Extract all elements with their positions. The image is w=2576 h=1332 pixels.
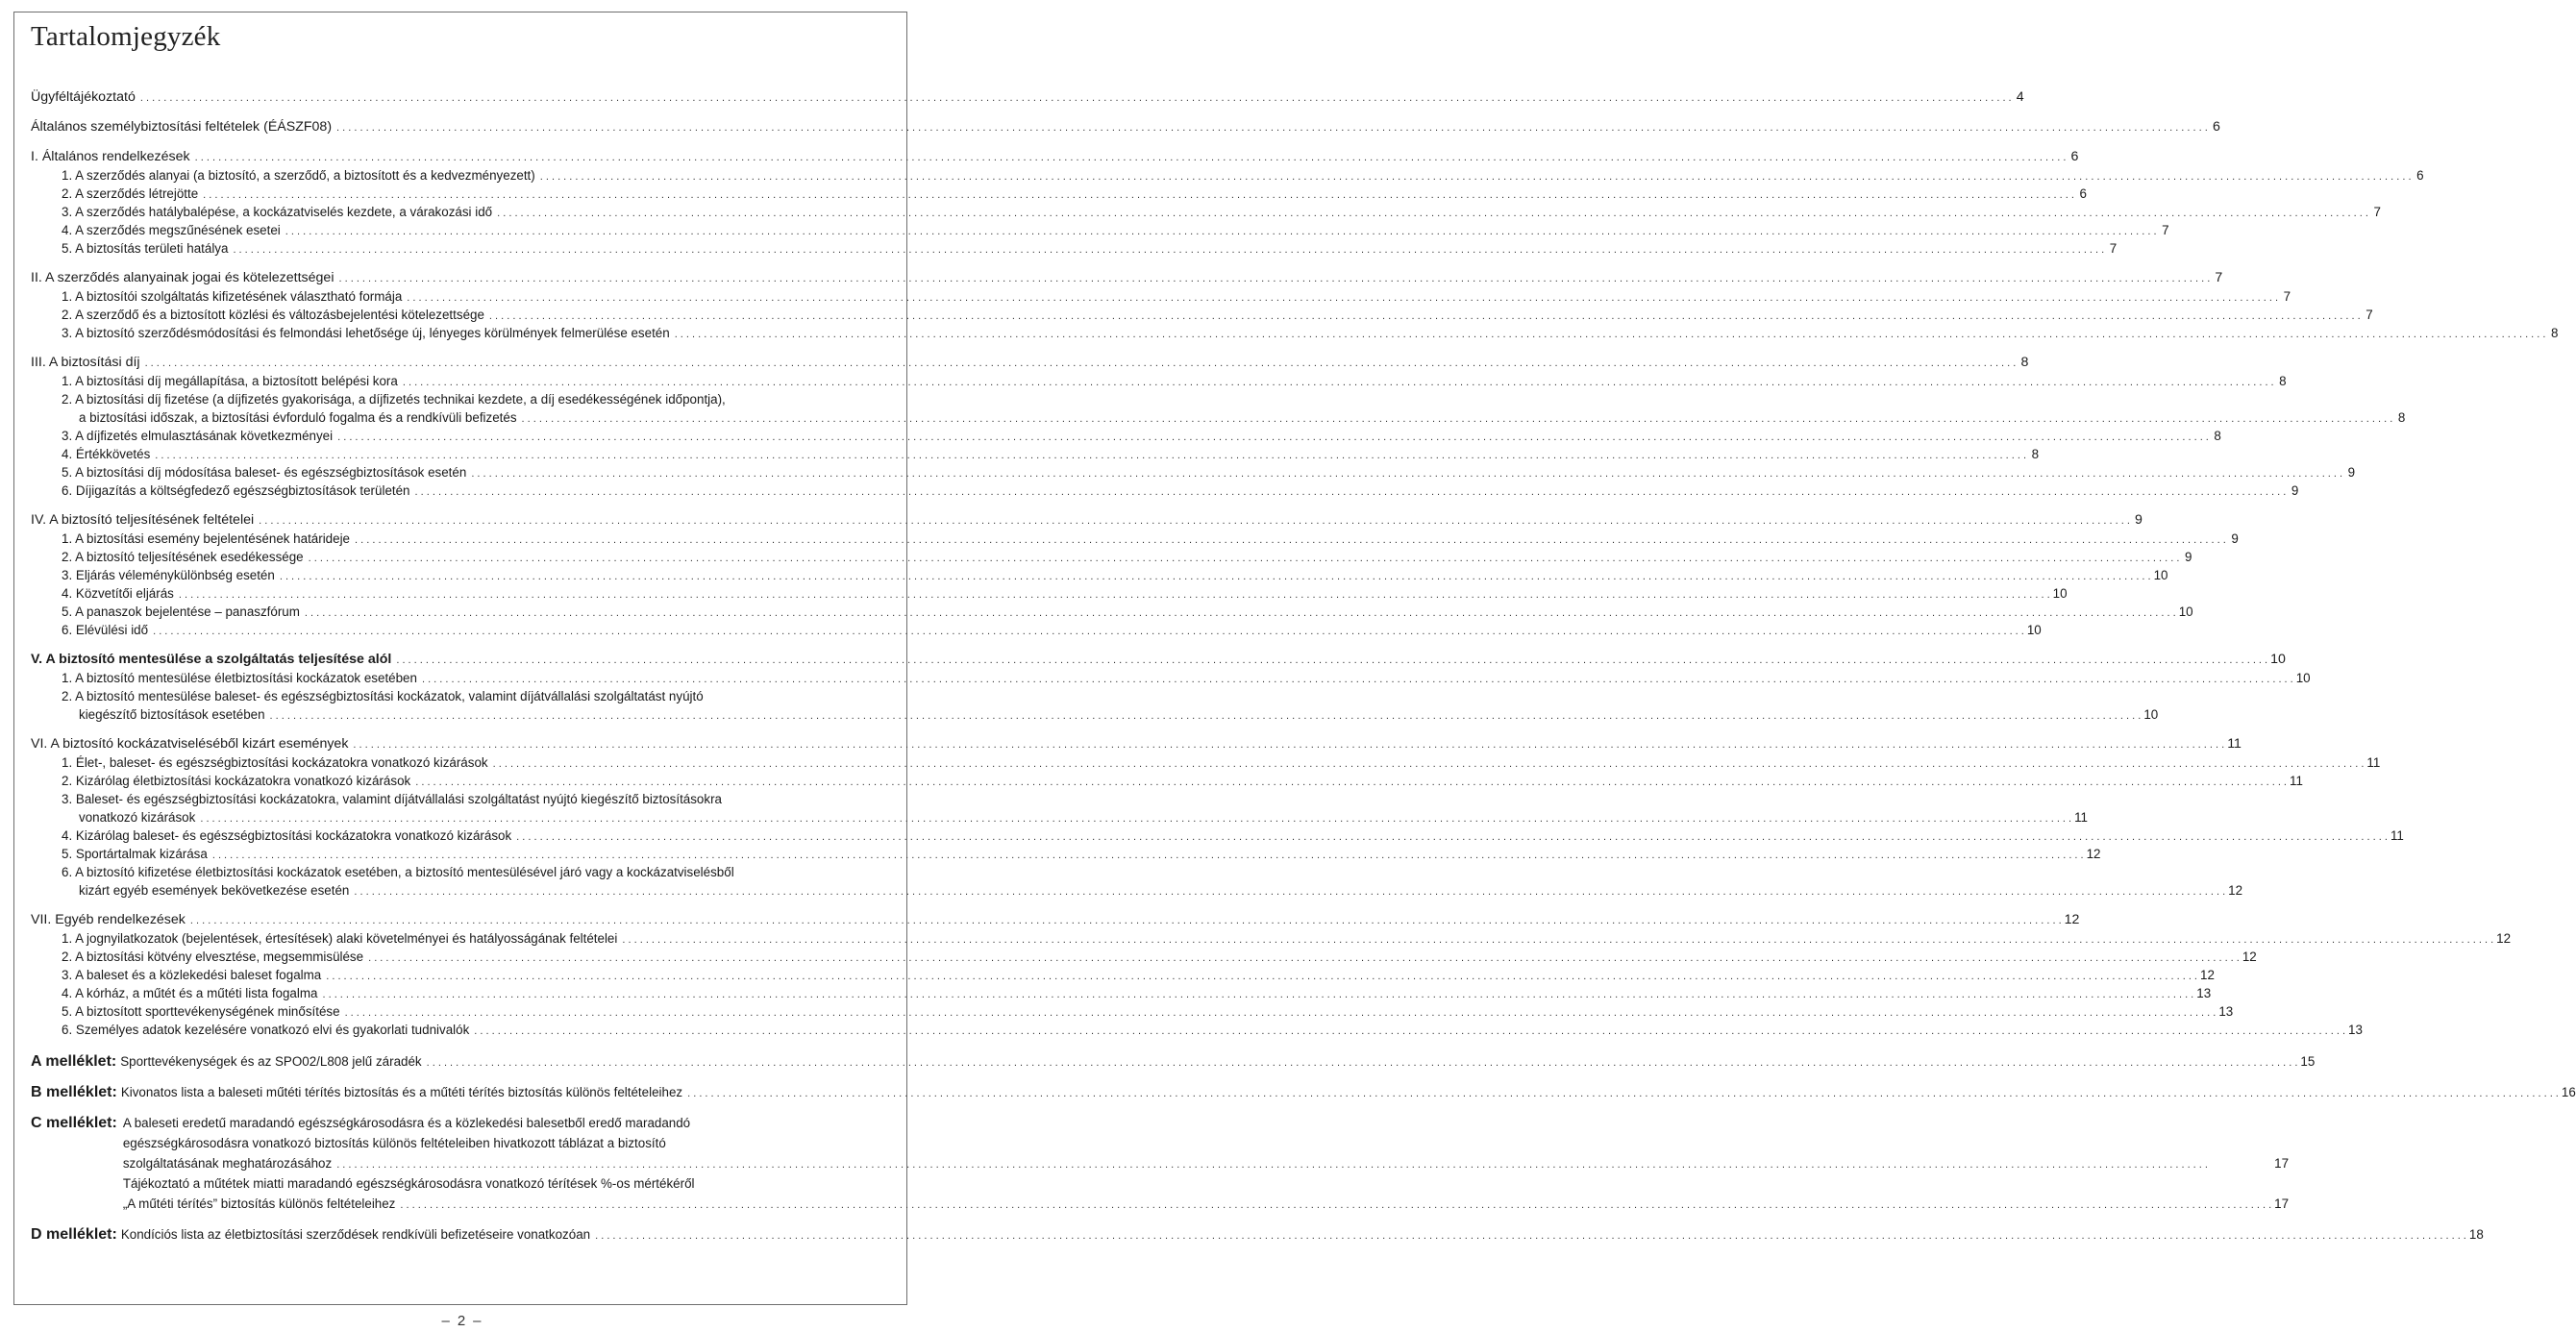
toc-page-number: 9 <box>2135 512 2143 528</box>
toc-entry[interactable]: Ügyféltájékoztató . . . 4 <box>31 88 890 107</box>
annex-key: A melléklet: <box>31 1053 117 1070</box>
toc-entry[interactable]: Általános személybiztosítási feltételek (ÉÁSZF08) . . . 6 <box>31 118 890 136</box>
toc-entry[interactable]: 5. A biztosított sporttevékenységének minősítése . . . 13 <box>31 1002 890 1021</box>
toc-page-number: 9 <box>2231 531 2239 546</box>
annex-line: „A műtéti térítés” biztosítás különös feltételeihez . . . 17 <box>123 1194 2289 1214</box>
toc-page-number: 10 <box>2270 652 2286 667</box>
annex-line: Sporttevékenységek és az SPO02/L808 jelű záradék . . . 15 <box>120 1051 2315 1072</box>
toc-entry[interactable]: kizárt egyéb események bekövetkezése esetén . . . 12 <box>31 881 890 900</box>
toc-entry[interactable]: 2. A biztosító teljesítésének esedékessége . . . 9 <box>31 548 890 566</box>
toc-page-number: 17 <box>2274 1156 2290 1171</box>
toc-entry[interactable]: 1. A jognyilatkozatok (bejelentések, értesítések) alaki követelményei és hatályosságának feltételei . . . 12 <box>31 929 890 948</box>
toc-page-number: 18 <box>2468 1227 2484 1242</box>
annex-line: egészségkárosodásra vonatkozó biztosítás különös feltételeiben hivatkozott táblázat a biztosító <box>122 1136 666 1150</box>
page-footer <box>0 1313 923 1329</box>
toc-page-number: 9 <box>2291 483 2299 498</box>
toc-page-number: 9 <box>2184 550 2192 564</box>
toc-entry[interactable]: 4. A szerződés megszűnésének esetei . . . 7 <box>31 221 890 239</box>
toc-page-number: 13 <box>2196 986 2212 1000</box>
toc-page-number: 12 <box>2228 883 2243 898</box>
toc-page-number: 12 <box>2086 847 2101 861</box>
toc-entry[interactable]: 2. A biztosítási díj fizetése (a díjfizetés gyakorisága, a díjfizetés technikai kezdete, a díj esedékességének időpontja), <box>62 392 726 407</box>
toc-page-number: 7 <box>2215 270 2223 285</box>
annex-key: B melléklet: <box>31 1084 117 1100</box>
toc-entry[interactable]: 4. A kórház, a műtét és a műtéti lista fogalma . . . 13 <box>31 984 890 1002</box>
annex-b[interactable] <box>31 1082 2576 1102</box>
toc-page-number: 11 <box>2227 736 2242 752</box>
page-number: 2 <box>457 1313 466 1329</box>
annex-line: Kivonatos lista a baleseti műtéti térítés biztosítás és a műtéti térítés biztosítás különös feltételeihez . . . 16 <box>121 1082 2576 1102</box>
toc-section[interactable]: VII. Egyéb rendelkezések . . . 12 <box>31 911 890 929</box>
page-title: Tartalomjegyzék <box>31 21 221 52</box>
toc-entry[interactable]: 6. Személyes adatok kezelésére vonatkozó elvi és gyakorlati tudnivalók . . . 13 <box>31 1021 890 1039</box>
toc-page-number: 11 <box>2074 810 2089 825</box>
toc-page-number: 16 <box>2561 1085 2576 1099</box>
toc-page-number: 8 <box>2397 410 2406 425</box>
toc-entry[interactable]: 6. Díjigazítás a költségfedező egészségbiztosítások területén . . . 9 <box>31 481 890 500</box>
toc-entry[interactable]: 5. A biztosítási díj módosítása baleset- és egészségbiztosítások esetén . . . 9 <box>31 463 890 481</box>
toc-page-number: 11 <box>2390 828 2404 843</box>
toc-entry[interactable]: 3. A biztosító szerződésmódosítási és felmondási lehetősége új, lényeges körülmények felmerülése esetén . . . 8 <box>31 324 890 342</box>
toc-page-number: 7 <box>2109 241 2118 256</box>
toc-page-number: 11 <box>2290 774 2303 788</box>
toc-page-number: 10 <box>2295 671 2311 685</box>
annex-key: D melléklet: <box>31 1226 117 1243</box>
toc-entry[interactable]: 3. A szerződés hatálybalépése, a kockázatviselés kezdete, a várakozási idő . . . 7 <box>31 203 890 221</box>
toc-page-number: 12 <box>2200 968 2215 982</box>
toc-entry[interactable]: 6. A biztosító kifizetése életbiztosítási kockázatok esetében, a biztosító mentesülésével járó vagy a kockázatviselésből <box>62 865 734 879</box>
toc-entry[interactable]: vonatkozó kizárások . . . 11 <box>31 808 890 826</box>
toc-page-number: 7 <box>2365 308 2373 322</box>
toc-page-number: 8 <box>2031 447 2040 461</box>
toc-page-number: 10 <box>2143 707 2159 722</box>
toc-section[interactable]: III. A biztosítási díj . . . 8 <box>31 354 890 372</box>
toc-entry[interactable]: 4. Értékkövetés . . . 8 <box>31 445 890 463</box>
toc-entry[interactable]: 5. Sportártalmak kizárása . . . 12 <box>31 845 890 863</box>
toc-page-number: 10 <box>2026 623 2042 637</box>
toc-entry[interactable]: 2. A szerződő és a biztosított közlési és változásbejelentési kötelezettsége . . . 7 <box>31 306 890 324</box>
toc-page-number: 6 <box>2416 168 2424 183</box>
annex-line: A baleseti eredetű maradandó egészségkárosodásra és a közlekedési balesetből eredő maradandó <box>122 1116 691 1130</box>
toc-page-number: 6 <box>2079 186 2087 201</box>
toc-entry[interactable]: a biztosítási időszak, a biztosítási évforduló fogalma és a rendkívüli befizetés . . . 8 <box>31 408 890 427</box>
toc-entry[interactable]: 3. Eljárás véleménykülönbség esetén . . . 10 <box>31 566 890 584</box>
toc-page-number: 10 <box>2178 604 2193 619</box>
toc-page-number: 10 <box>2052 586 2068 601</box>
toc-page-number: 17 <box>2274 1196 2290 1211</box>
toc-section[interactable]: VI. A biztosító kockázatviseléséből kizárt események . . . 11 <box>31 735 890 753</box>
toc-page-number: 7 <box>2283 289 2291 304</box>
toc-page-number: 13 <box>2348 1023 2363 1037</box>
toc-section[interactable]: IV. A biztosító teljesítésének feltételei . . . 9 <box>31 511 890 530</box>
toc-page-number: 15 <box>2300 1054 2316 1069</box>
toc-entry[interactable]: 2. A biztosító mentesülése baleset- és egészségbiztosítási kockázatok, valamint díjátvállalási szolgáltatást nyújtó <box>62 689 704 703</box>
footer-dash: – <box>473 1313 482 1329</box>
toc-page-number: 6 <box>2070 149 2079 164</box>
annex-key: C melléklet: <box>31 1115 117 1131</box>
toc-entry[interactable]: 1. Élet-, baleset- és egészségbiztosítási kockázatokra vonatkozó kizárások . . . 11 <box>31 753 890 772</box>
toc-page-number: 8 <box>2279 374 2287 388</box>
toc-section[interactable]: V. A biztosító mentesülése a szolgáltatás teljesítése alól . . . 10 <box>31 651 890 669</box>
toc-entry[interactable]: 2. A szerződés létrejötte . . . 6 <box>31 185 890 203</box>
annex-d[interactable] <box>31 1224 2484 1245</box>
toc-page-number: 8 <box>2020 355 2029 370</box>
annex-a[interactable] <box>31 1051 2316 1072</box>
toc-page-number: 13 <box>2218 1004 2234 1019</box>
annex-line: Tájékoztató a műtétek miatti maradandó egészségkárosodásra vonatkozó térítések %-os mértékéről <box>122 1176 695 1191</box>
annex-line: Kondíciós lista az életbiztosítási szerződések rendkívüli befizetéseire vonatkozóan . . . 18 <box>121 1224 2484 1245</box>
toc-page-number: 9 <box>2347 465 2356 480</box>
toc-page-number: 8 <box>2551 326 2559 340</box>
annex-c[interactable] <box>31 1113 2290 1214</box>
toc-page-number: 10 <box>2153 568 2168 582</box>
toc-page-number: 6 <box>2212 119 2220 135</box>
toc-entry[interactable]: 3. A baleset és a közlekedési baleset fogalma . . . 12 <box>31 966 890 984</box>
toc-entry[interactable]: kiegészítő biztosítások esetében . . . 10 <box>31 705 890 724</box>
toc-entry[interactable]: 2. Kizárólag életbiztosítási kockázatokra vonatkozó kizárások . . . 11 <box>31 772 890 790</box>
toc-page-number: 7 <box>2373 205 2381 219</box>
toc-entry[interactable]: 3. Baleset- és egészségbiztosítási kockázatokra, valamint díjátvállalási szolgáltatást nyújtó kiegészítő biztosításokra <box>62 792 722 806</box>
toc-entry[interactable]: 1. A szerződés alanyai (a biztosító, a szerződő, a biztosított és a kedvezményezett) . . . 6 <box>31 166 890 185</box>
toc-entry[interactable]: 1. A biztosító mentesülése életbiztosítási kockázatok esetében . . . 10 <box>31 669 890 687</box>
table-of-contents <box>31 88 2576 1245</box>
toc-page-number: 12 <box>2064 912 2080 927</box>
toc-entry[interactable]: 4. Kizárólag baleset- és egészségbiztosítási kockázatokra vonatkozó kizárások . . . 11 <box>31 826 890 845</box>
toc-entry[interactable]: 4. Közvetítői eljárás . . . 10 <box>31 584 890 603</box>
toc-entry[interactable]: 1. A biztosítási esemény bejelentésének határideje . . . 9 <box>31 530 890 548</box>
toc-page-number: 8 <box>2214 429 2221 443</box>
toc-page-number: 11 <box>2366 755 2381 770</box>
toc-entry[interactable]: 1. A biztosítási díj megállapítása, a biztosított belépési kora . . . 8 <box>31 372 890 390</box>
toc-page-number: 4 <box>2016 89 2024 105</box>
toc-entry[interactable]: 1. A biztosítói szolgáltatás kifizetésének választható formája . . . 7 <box>31 287 890 306</box>
toc-page-number: 12 <box>2496 931 2512 946</box>
annex-line: szolgáltatásának meghatározásához . . . 17 <box>123 1153 2289 1173</box>
toc-section[interactable]: I. Általános rendelkezések . . . 6 <box>31 148 890 166</box>
toc-section[interactable]: II. A szerződés alanyainak jogai és kötelezettségei . . . 7 <box>31 269 890 287</box>
toc-page-number: 7 <box>2162 223 2169 237</box>
toc-entry[interactable]: 3. A díjfizetés elmulasztásának következményei . . . 8 <box>31 427 890 445</box>
toc-entry[interactable]: 5. A panaszok bejelentése – panaszfórum . . . 10 <box>31 603 890 621</box>
footer-dash: – <box>441 1313 450 1329</box>
toc-page-number: 12 <box>2242 950 2257 964</box>
toc-entry[interactable]: 2. A biztosítási kötvény elvesztése, megsemmisülése . . . 12 <box>31 948 890 966</box>
toc-entry[interactable]: 6. Elévülési idő . . . 10 <box>31 621 890 639</box>
toc-entry[interactable]: 5. A biztosítás területi hatálya . . . 7 <box>31 239 890 258</box>
